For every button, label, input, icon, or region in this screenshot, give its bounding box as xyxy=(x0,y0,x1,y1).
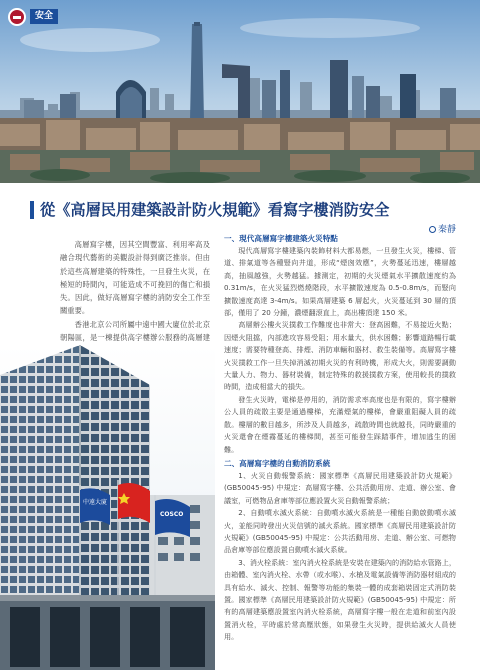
cosco-logo xyxy=(8,8,26,26)
title-accent-bar xyxy=(30,201,34,219)
building-photo xyxy=(0,345,215,670)
section-tag: 安全 xyxy=(30,9,58,24)
article-title: 從《高層民用建築設計防火規範》看寫字樓消防安全 xyxy=(40,201,390,219)
author-name: 秦靜 xyxy=(437,225,456,235)
flag-right-text: COSCO xyxy=(160,511,184,518)
intro-paragraph: 香港北京公司所屬中遠中國大廈位於北京朝陽區，是一棟提供高字樓辦公服務的高層建 xyxy=(60,319,210,343)
body-paragraph: 高層辦公樓火災撲救工作難度也非常大：登高困難，不易接近火點；因煙火阻擋，內部進攻容易受阻；用水量大，供水困難；影響道路暢行載速度；需要特種登高、排煙、消防車輛和器材、救生裝備等。高層寫字樓火災撲救工作一旦失掉消滅初期火災的有利時機，形成大火，則需要調動大量人力、物力、器材裝備，制定特殊的救援撲救方案，使用較長的撲救時間，造成相當大的損失。 xyxy=(224,320,456,392)
intro-paragraph: 高層寫字樓，因其空間豐富、利用率高及融合現代藝術的美觀設計得到廣泛推崇。但由於這些高層建築的特殊性，一旦發生火災，在極短的時間內，可能造成不可挽回的傷亡和損失。因此，做好高層寫字樓的消防安全工作至關重要。 xyxy=(60,240,210,316)
body-paragraph: 3、消火栓系統：室內消火栓系統是安裝在建築內的消防給水管路上，由箱體、室內消火栓、水帶（或水喉）、水槍及電氣設備等消防器材組成的具有給水、滅火、控制、報警等功能的集裝一體的成套箱裝固定式消防裝置。國家標準《高層民用建築設計防火規範》(GB50045-95) 中規定：所有的高層建築應設置室內消火栓系統，高層寫字樓一般在走道和前室內設置消火栓，平時處於常高壓狀態，如果發生火災時，提供給滅火人員使用。 xyxy=(224,557,456,642)
skyline-photo xyxy=(0,0,480,183)
flag-left-text: 中遠大廈 xyxy=(83,499,108,506)
section-heading-2: 二、高層寫字樓的自動消防系統 xyxy=(224,458,331,468)
body-paragraph: 發生火災時，電梯是停用的，消防需求率高度也是有限的，寫字樓辦公人員的疏散主要是通過樓梯，充滿煙氣的樓梯，會嚴重阻礙人員的疏散。樓層的數目越多，所涉及人員越多，疏散時間也就越長，同時嚴重的火災還會在煙霧蔓延的樓梯間，甚至可能發生踩踏事件，增加逃生的困難。 xyxy=(224,394,456,454)
body-paragraph: 現代高層寫字樓建築內裝飾材料大都易燃，一旦發生火災，樓梯、管道、排氣道等各種豎向井道，形成“煙囪效應”，火勢蔓延迅速，樓層越高，抽風越強，火勢越猛。據測定，初期的火災煙氣水平擴散速度約為 0.31m/s，在火災猛烈燃燒階段，水平擴散速度為 0.5-0.8m/s，而豎向擴散速度高達 3-4m/s。如果高層建築 6 層起火，火災蔓延到 30 層的頂部，僅用了 20 分鐘，濃煙翻滾直上，高出樓頂達 150 米。 xyxy=(224,246,456,318)
body-paragraph: 2、自動噴水滅火系統：自動噴水滅火系統是一種能自動啟動噴水滅火，並能同時發出火災信號的滅火系統。國家標準《高層民用建築設計防火規範》(GB50045-95) 中規定：公共活動用房、走道、辦公室、可燃物品倉庫等部位應設置自動噴水滅火系統。 xyxy=(224,508,456,555)
body-paragraph: 1、火災自動報警系統：國家標準《高層民用建築設計防火規範》(GB50045-95) 中規定：高層寫字樓、公共活動用房、走道、辦公室、會議室，可燃物品倉庫等部位應設置火災自動報警系統； xyxy=(224,470,456,505)
section-heading-1: 一、現代高層寫字樓建築火災特點 xyxy=(224,234,338,243)
body-column xyxy=(224,231,456,644)
